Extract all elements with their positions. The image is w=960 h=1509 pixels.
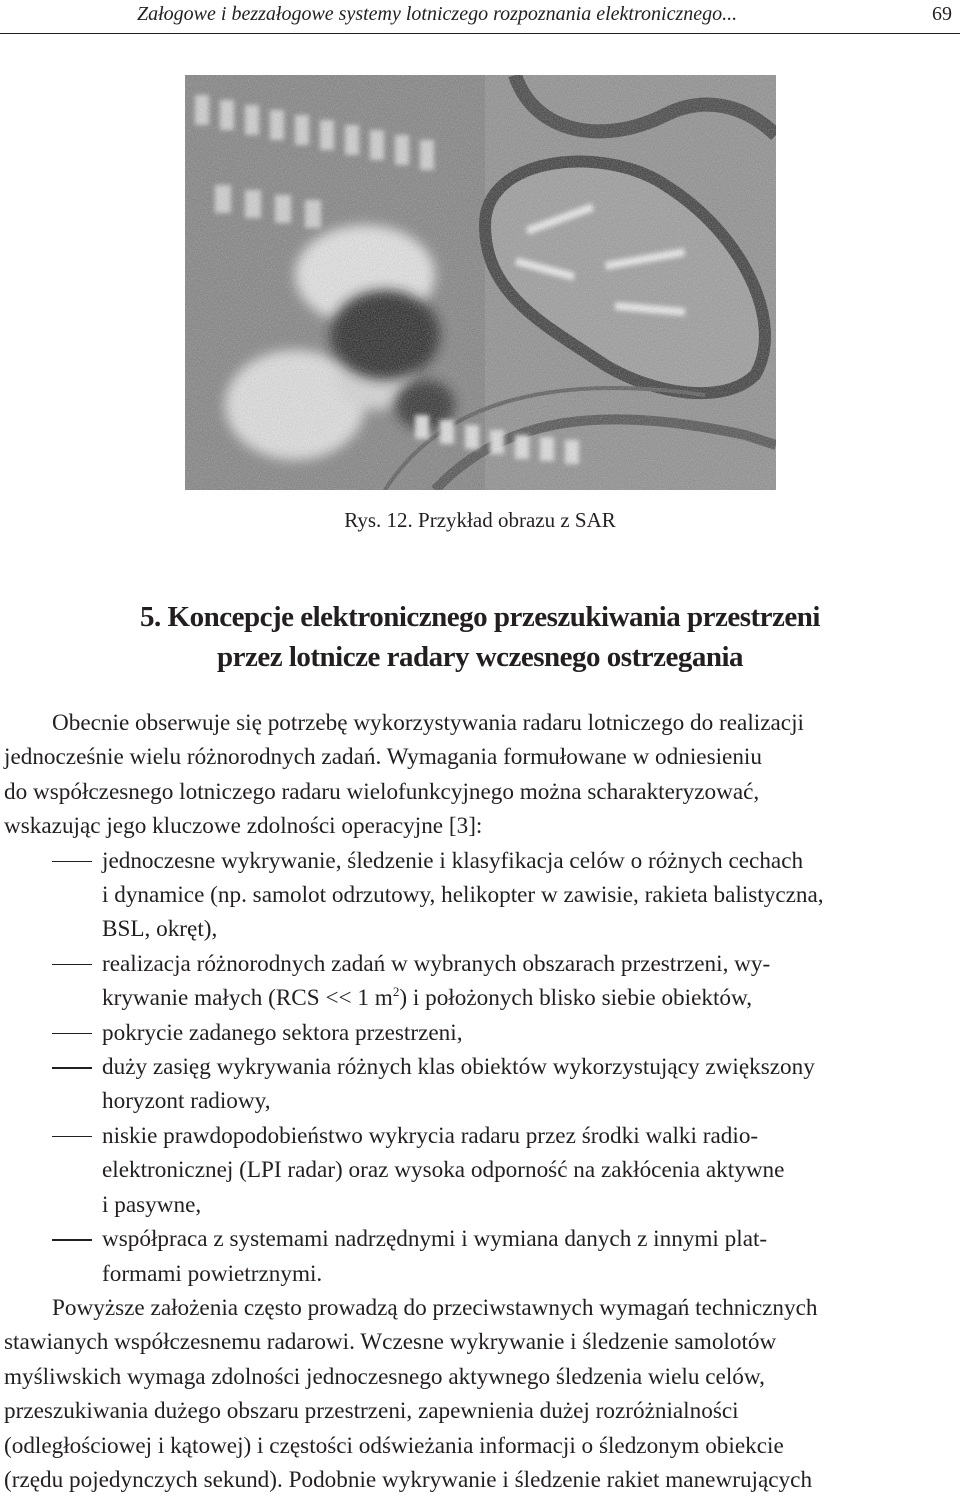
dash-bullet: [52, 1239, 92, 1241]
list-item-line: niskie prawdopodobieństwo wykrycia radaru przez środki walki radio-: [102, 1122, 759, 1149]
list-item: [4, 947, 958, 1016]
dash-bullet: [52, 861, 92, 863]
paragraph-2-line: (rzędu pojedynczych sekund). Podobnie wykrywanie i śledzenie rakiet manewrujących: [4, 1466, 813, 1493]
running-head: [0, 0, 960, 34]
paragraph-2-line: przeszukiwania dużego obszaru przestrzeni, zapewnienia dużej rozróżnialności: [4, 1398, 739, 1425]
paragraph-1: [4, 706, 958, 844]
sar-image: [185, 75, 776, 490]
list-item-line: i pasywne,: [102, 1191, 202, 1218]
paragraph-2-line: stawianych współczesnemu radarowi. Wczesne wykrywanie i śledzenie samolotów: [4, 1329, 777, 1356]
list-item: [4, 1119, 958, 1222]
dash-bullet: [52, 1033, 92, 1035]
list-item-line: formami powietrznymi.: [102, 1260, 323, 1287]
section-heading-line2: przez lotnicze radary wczesnego ostrzegania: [216, 641, 744, 673]
list-item: [4, 1222, 958, 1291]
page-number: 69: [932, 3, 952, 25]
list-item: [4, 844, 958, 947]
list-item-line: duży zasięg wykrywania różnych klas obiektów wykorzystujący zwiększony: [102, 1054, 815, 1081]
paragraph-1-line: do współczesnego lotniczego radaru wielofunkcyjnego można scharakteryzować,: [4, 778, 760, 805]
running-head-title: Załogowe i bezzałogowe systemy lotniczego rozpoznania elektronicznego...: [137, 3, 738, 25]
paragraph-2-line: Powyższe założenia często prowadzą do przeciwstawnych wymagań technicznych: [52, 1294, 818, 1321]
dash-bullet: [52, 964, 92, 966]
list-item-text: ) i położonych blisko siebie obiektów,: [399, 985, 753, 1012]
list-item-line: [102, 981, 958, 1015]
list-item: [4, 1016, 958, 1050]
list-item-line: horyzont radiowy,: [102, 1088, 271, 1115]
superscript: 2: [392, 984, 400, 1000]
list-item-line: jednoczesne wykrywanie, śledzenie i klasyfikacja celów o różnych cechach: [102, 847, 804, 874]
list-item-line: współpraca z systemami nadrzędnymi i wymiana danych z innymi plat-: [102, 1226, 768, 1253]
paragraph-1-line: wskazując jego kluczowe zdolności operacyjne [3]:: [4, 813, 483, 840]
paragraph-1-line: Obecnie obserwuje się potrzebę wykorzystywania radaru lotniczego do realizacji: [52, 710, 804, 736]
paragraph-2: [4, 1291, 958, 1497]
list-item-text: krywanie małych (RCS << 1 m: [102, 985, 393, 1012]
list-item: [4, 1050, 958, 1119]
paragraph-2-line: (odległościowej i kątowej) i częstości odświeżania informacji o śledzonym obiekcie: [4, 1432, 784, 1459]
paragraph-2-line: myśliwskich wymaga zdolności jednoczesnego aktywnego śledzenia wielu celów,: [4, 1363, 765, 1390]
dash-bullet: [52, 1067, 92, 1069]
sar-image-graphic: [185, 75, 776, 490]
dash-bullet: [52, 1136, 92, 1138]
section-heading-line1: 5. Koncepcje elektronicznego przeszukiwania przestrzeni: [140, 601, 820, 633]
figure-caption: Rys. 12. Przykład obrazu z SAR: [344, 508, 616, 532]
paragraph-1-line: jednocześnie wielu różnorodnych zadań. Wymagania formułowane w odniesieniu: [4, 744, 762, 771]
list-item-line: pokrycie zadanego sektora przestrzeni,: [102, 1019, 463, 1046]
body-text: [4, 706, 958, 1497]
list-item-line: realizacja różnorodnych zadań w wybranych obszarach przestrzeni, wy-: [102, 950, 771, 977]
list-item-line: elektronicznej (LPI radar) oraz wysoka odporność na zakłócenia aktywne: [102, 1157, 785, 1184]
requirements-list: [4, 844, 958, 1291]
list-item-line: i dynamice (np. samolot odrzutowy, helikopter w zawisie, rakieta balistyczna,: [102, 882, 824, 909]
list-item-line: BSL, okręt),: [102, 916, 218, 943]
section-heading: [0, 597, 960, 677]
